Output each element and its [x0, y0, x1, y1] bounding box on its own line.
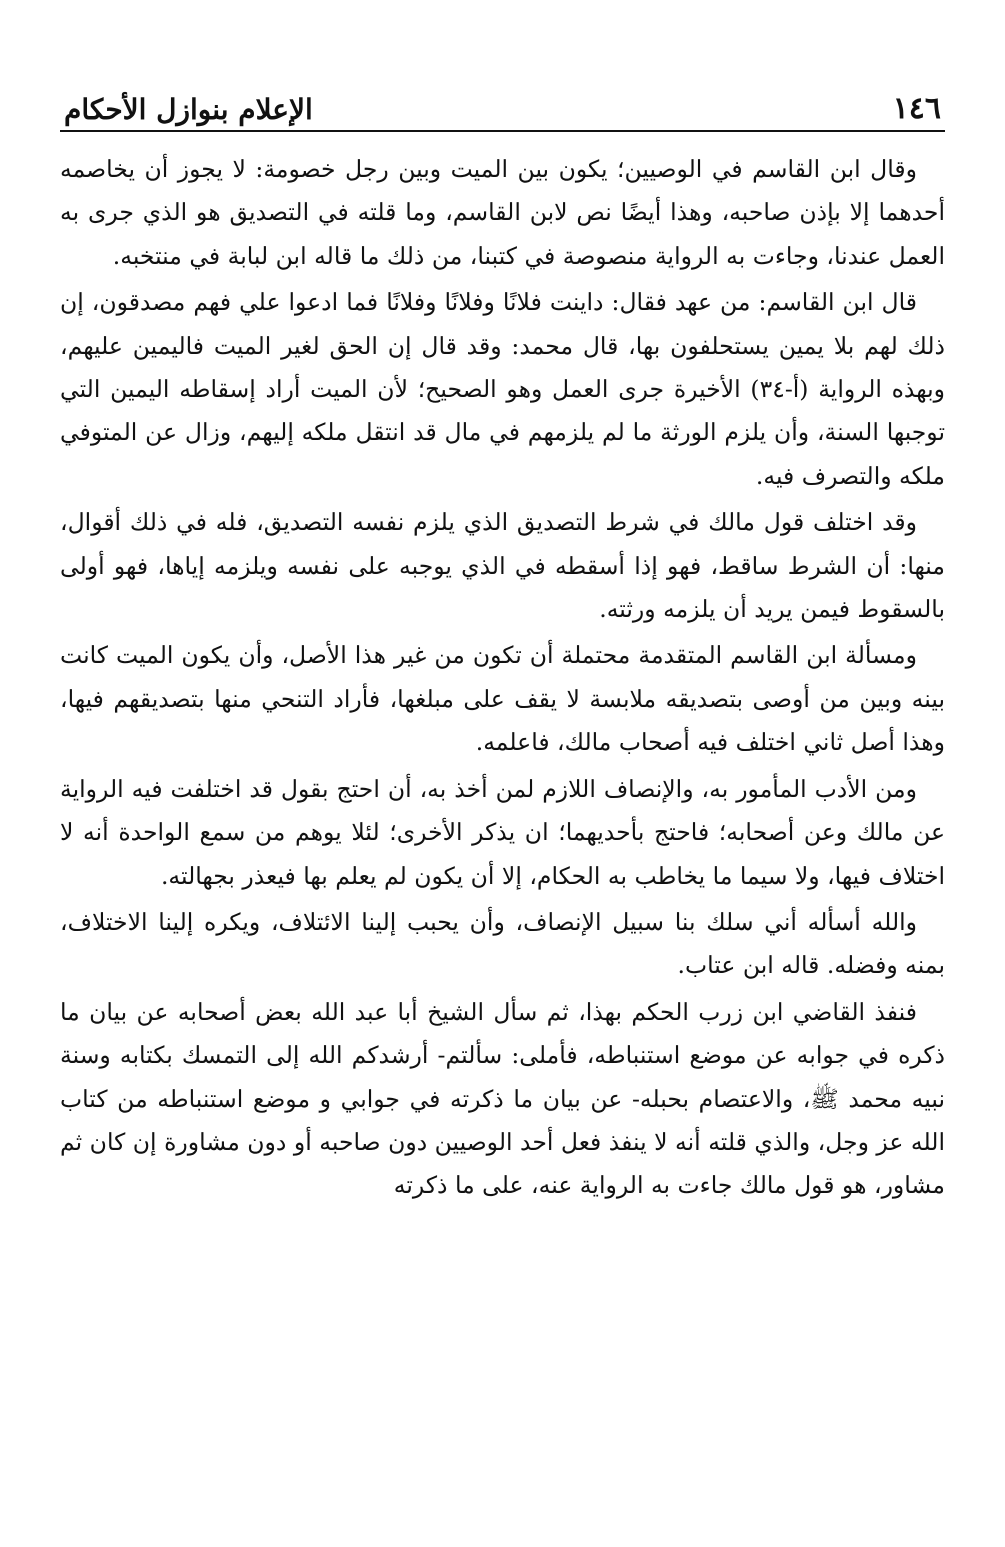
- paragraph: ومن الأدب المأمور به، والإنصاف اللازم لمن أخذ به، أن احتج بقول قد اختلفت فيه الرواية عن مالك وعن أصحابه؛ فاحتج بأحديهما؛ ان يذكر الأخرى؛ لئلا يوهم من سمع الواحدة أنه لا اختلاف فيها، ولا سيما ما يخاطب به الحكام، إلا أن يكون لم يعلم بها فيعذر بجهالته.: [60, 774, 945, 890]
- page-body: [60, 132, 945, 1208]
- paragraph: قال ابن القاسم: من عهد فقال: داينت فلانًا وفلانًا وفلانًا فما ادعوا علي فهم مصدقون، إن ذلك لهم بلا يمين يستحلفون بها، قال محمد: وقد قال إن الحق لغير الميت فاليمين عليهم، وبهذه الرواية (أ-٣٤) الأخيرة جرى العمل وهو الصحيح؛ لأن الميت أراد إسقاطه اليمين التي توجبها السنة، وأن يلزم الورثة ما لم يلزمهم في مال قد انتقل ملكه إليهم، وزال عن المتوفي ملكه والتصرف فيه.: [60, 288, 945, 490]
- paragraph: وقد اختلف قول مالك في شرط التصديق الذي يلزم نفسه التصديق، فله في ذلك أقوال، منها: أن الشرط ساقط، فهو إذا أسقطه في الذي يوجبه على نفسه ويلزمه إياها، فهو أولى بالسقوط فيمن يريد أن يلزمه ورثته.: [60, 508, 945, 624]
- book-page: [60, 60, 945, 1530]
- running-title: الإعلام بنوازل الأحكام: [64, 93, 313, 126]
- page-header: [60, 60, 945, 132]
- paragraph: فنفذ القاضي ابن زرب الحكم بهذا، ثم سأل الشيخ أبا عبد الله بعض أصحابه عن بيان ما ذكره في جوابه عن موضع استنباطه، فأملى: سألتم- أرشدكم الله إلى التمسك بكتابه وسنة نبيه محمد ﷺ، والاعتصام بحبله- عن بيان ما ذكرته في جوابي و موضع استنباطه من كتاب الله عز وجل، والذي قلته أنه لا ينفذ فعل أحد الوصيين دون صاحبه أو دون مشاورة إن كان ثم مشاور، هو قول مالك جاءت به الرواية عنه، على ما ذكرته: [60, 997, 945, 1200]
- paragraph: وقال ابن القاسم في الوصيين؛ يكون بين الميت وبين رجل خصومة: لا يجوز أن يخاصمه أحدهما إلا بإذن صاحبه، وهذا أيضًا نص لابن القاسم، وما قلته في التصديق هو الذي جرى به العمل عندنا، وجاءت به الرواية منصوصة في كتبنا، من ذلك ما قاله ابن لبابة في منتخبه.: [60, 155, 945, 270]
- page-number: ١٤٦: [892, 91, 941, 126]
- paragraph: والله أسأله أني سلك بنا سبيل الإنصاف، وأن يحبب إلينا الائتلاف، ويكره إلينا الاختلاف، بمنه وفضله. قاله ابن عتاب.: [60, 907, 945, 980]
- paragraph: ومسألة ابن القاسم المتقدمة محتملة أن تكون من غير هذا الأصل، وأن يكون الميت كانت بينه وبين من أوصى بتصديقه ملابسة لا يقف على مبلغها، فأراد التنحي منها بتصديقهم فيها، وهذا أصل ثاني اختلف فيه أصحاب مالك، فاعلمه.: [60, 641, 945, 757]
